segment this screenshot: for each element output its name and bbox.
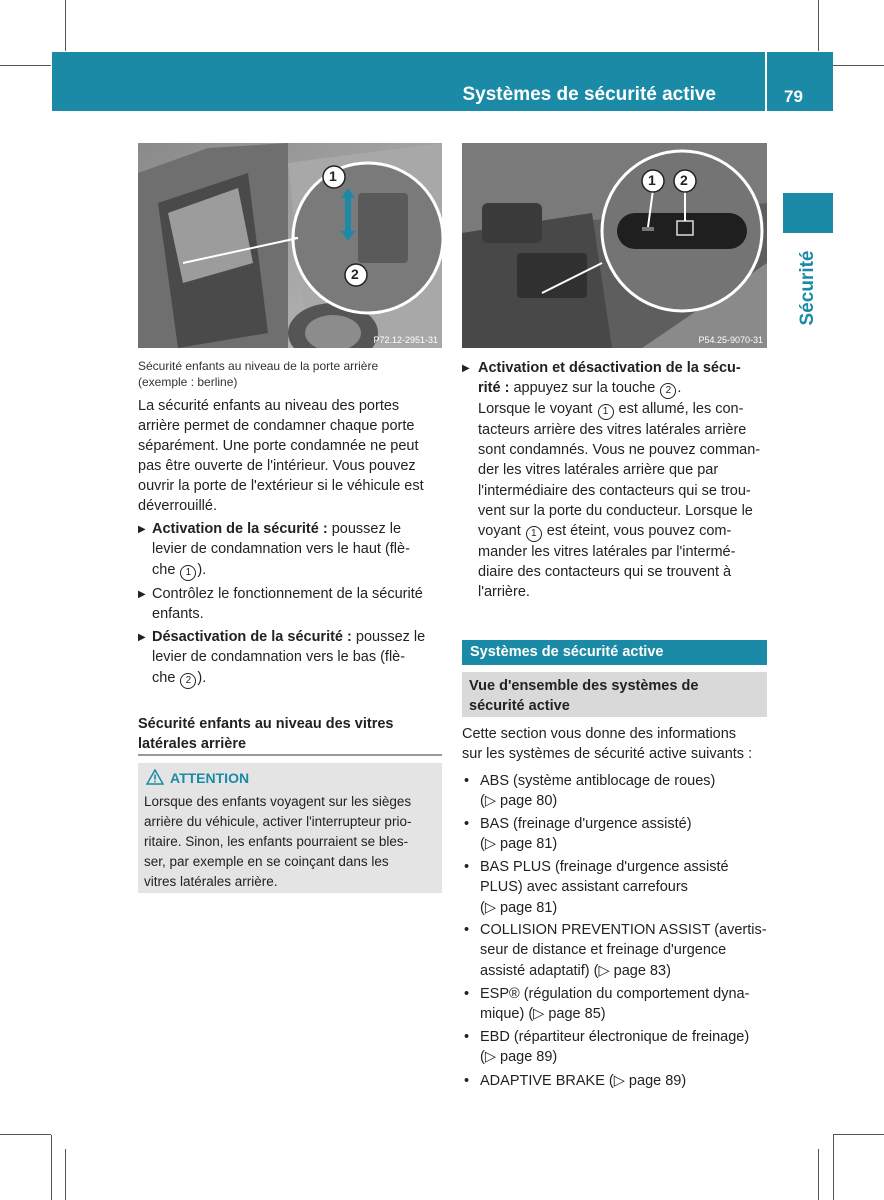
step-text: levier de condamnation vers le bas (flè-	[152, 649, 406, 666]
side-tab	[783, 240, 833, 335]
text-line: BAS (freinage d'urgence assisté)	[480, 816, 692, 832]
bullet-triangle-icon: ▶	[138, 524, 146, 535]
text-line: BAS PLUS (freinage d'urgence assisté	[480, 859, 729, 875]
marker-1-label: 1	[329, 168, 337, 184]
subsection-title	[469, 676, 759, 716]
image-reference: P72.12-2951-31	[373, 335, 438, 345]
text-line: der les vitres latérales arrière que par	[478, 462, 719, 479]
text-line: ritaire. Sinon, les enfants pourraient se bles-	[144, 834, 409, 849]
heading-line: sécurité active	[469, 698, 570, 714]
bullet-dot-icon: •	[464, 922, 470, 938]
crop-mark	[818, 0, 819, 51]
page-link: (▷ page 81)	[480, 899, 558, 916]
text-line: ser, par exemple en se coinçant dans les	[144, 854, 389, 869]
bullet-triangle-icon: ▶	[138, 589, 146, 600]
marker-ref: 1	[526, 526, 542, 542]
text-line: assisté adaptatif) (▷ page 83)	[480, 962, 671, 979]
step-text: che	[152, 669, 180, 686]
crop-mark	[818, 1149, 819, 1200]
text-line: vent sur la porte du conducteur. Lorsque le	[478, 502, 753, 519]
page-link: (▷ page 80)	[480, 793, 558, 810]
rear-door-photo	[138, 143, 442, 348]
crop-mark	[0, 65, 51, 66]
caption-line: (exemple : berline)	[138, 375, 238, 389]
heading-line: Sécurité enfants au niveau des vitres	[138, 716, 394, 732]
text-fragment: est allumé, les con-	[614, 401, 744, 417]
bullet-dot-icon: •	[464, 816, 470, 832]
text-line: EBD (répartiteur électronique de freinage)	[480, 1029, 750, 1045]
page-header	[52, 52, 833, 111]
text-line: tacteurs arrière des vitres latérales arrière	[478, 422, 747, 438]
step-label: rité :	[478, 380, 510, 397]
caption-line: Sécurité enfants au niveau de la porte arrière	[138, 359, 379, 373]
step-text: Contrôlez le fonctionnement de la sécurité	[152, 586, 423, 602]
page-number: 79	[784, 87, 803, 106]
text-line: sur les systèmes de sécurité active suivants :	[462, 746, 753, 762]
side-tab-label: Sécurité	[797, 250, 818, 325]
intro-paragraph	[138, 396, 448, 516]
bullet-dot-icon: •	[464, 859, 470, 875]
step-text: levier de condamnation vers le haut (flè-	[152, 541, 410, 558]
figure-caption	[138, 358, 438, 390]
text-fragment: est éteint, vous pouvez com-	[542, 523, 732, 540]
text-line: l'intermédiaire des contacteurs qui se trou-	[478, 482, 751, 499]
step-text: ).	[197, 561, 207, 578]
section-title: Systèmes de sécurité active	[470, 644, 664, 660]
step-label: Activation de la sécurité :	[152, 521, 328, 537]
step-text: poussez le	[351, 629, 426, 645]
text-line: mander les vitres latérales par l'intermé-	[478, 544, 736, 561]
crop-mark	[65, 0, 66, 51]
page-link: (▷ page 89)	[480, 1049, 558, 1066]
warning-box	[138, 763, 442, 893]
bullet-triangle-icon: ▶	[462, 363, 470, 374]
header-divider	[765, 52, 767, 111]
crop-mark	[833, 65, 884, 66]
warning-title: ATTENTION	[170, 770, 250, 786]
step-text: enfants.	[152, 606, 204, 623]
heading-line: Vue d'ensemble des systèmes de	[469, 678, 699, 694]
text-line: La sécurité enfants au niveau des portes	[138, 398, 400, 414]
image-reference: P54.25-9070-31	[698, 335, 763, 345]
text-line: PLUS) avec assistant carrefours	[480, 879, 688, 896]
systems-intro	[462, 724, 772, 764]
bullet-dot-icon: •	[464, 1029, 470, 1045]
text-line: Cette section vous donne des informations	[462, 726, 737, 742]
marker-ref: 1	[598, 404, 614, 420]
crop-mark	[51, 1135, 52, 1200]
text-line: ADAPTIVE BRAKE (▷ page 89)	[480, 1073, 687, 1089]
bullet-dot-icon: •	[464, 1073, 470, 1089]
heading-line: latérales arrière	[138, 736, 247, 752]
warning-header	[146, 769, 249, 786]
step-text: poussez le	[327, 521, 402, 537]
crop-mark	[833, 1134, 884, 1135]
text-line: ABS (système antiblocage de roues)	[480, 773, 716, 789]
text-line: ESP® (régulation du comportement dyna-	[480, 986, 750, 1002]
marker-ref: 2	[180, 673, 196, 689]
text-fragment: Lorsque le voyant	[478, 401, 597, 417]
text-line: déverrouillé.	[138, 498, 217, 514]
text-line: COLLISION PREVENTION ASSIST (avertis-	[480, 922, 767, 938]
text-fragment: voyant	[478, 523, 525, 540]
marker-ref: 1	[180, 565, 196, 581]
step-text: che	[152, 561, 180, 578]
marker-ref: 2	[660, 383, 676, 399]
text-line: arrière permet de condamner chaque porte	[138, 418, 415, 434]
step-label: Désactivation de la sécurité :	[152, 629, 352, 645]
step-text: appuyez sur la touche	[509, 380, 660, 397]
text-line: séparément. Une porte condamnée ne peut	[138, 438, 419, 454]
page-link: (▷ page 81)	[480, 836, 558, 853]
side-tab-marker	[783, 193, 833, 233]
text-line: l'arrière.	[478, 584, 530, 601]
crop-mark	[0, 1134, 51, 1135]
text-line: Lorsque des enfants voyagent sur les sièges	[144, 794, 412, 809]
indicator-paragraph	[478, 399, 774, 603]
text-line: diaire des contacteurs qui se trouvent à	[478, 564, 732, 581]
text-line: ouvrir la porte de l'extérieur si le véhicule est	[138, 478, 424, 494]
warning-text	[144, 792, 436, 892]
marker-2-label: 2	[680, 172, 688, 188]
warning-triangle-icon	[146, 769, 164, 785]
text-line: sont condamnés. Vous ne pouvez comman-	[478, 442, 761, 459]
bullet-dot-icon: •	[464, 986, 470, 1002]
bullet-triangle-icon: ▶	[138, 632, 146, 643]
text-line: vitres latérales arrière.	[144, 874, 278, 889]
marker-1-label: 1	[648, 172, 656, 188]
door-switch-photo	[462, 143, 767, 348]
text-line: seur de distance et freinage d'urgence	[480, 942, 727, 959]
crop-mark	[65, 1149, 66, 1200]
section-heading	[138, 714, 442, 754]
heading-rule	[138, 754, 442, 756]
subsection-title-bar	[462, 672, 767, 717]
step-text: .	[677, 380, 682, 397]
step-text: ).	[197, 669, 207, 686]
text-line: pas être ouverte de l'intérieur. Vous pouvez	[138, 458, 416, 474]
header-title: Systèmes de sécurité active	[462, 84, 716, 105]
text-line: mique) (▷ page 85)	[480, 1006, 606, 1023]
text-line: arrière du véhicule, activer l'interrupteur prio-	[144, 814, 412, 829]
step-label: Activation et désactivation de la sécu-	[478, 360, 741, 376]
bullet-dot-icon: •	[464, 773, 470, 789]
marker-2-label: 2	[351, 266, 359, 282]
crop-mark	[833, 1135, 834, 1200]
section-title-bar	[462, 640, 767, 665]
